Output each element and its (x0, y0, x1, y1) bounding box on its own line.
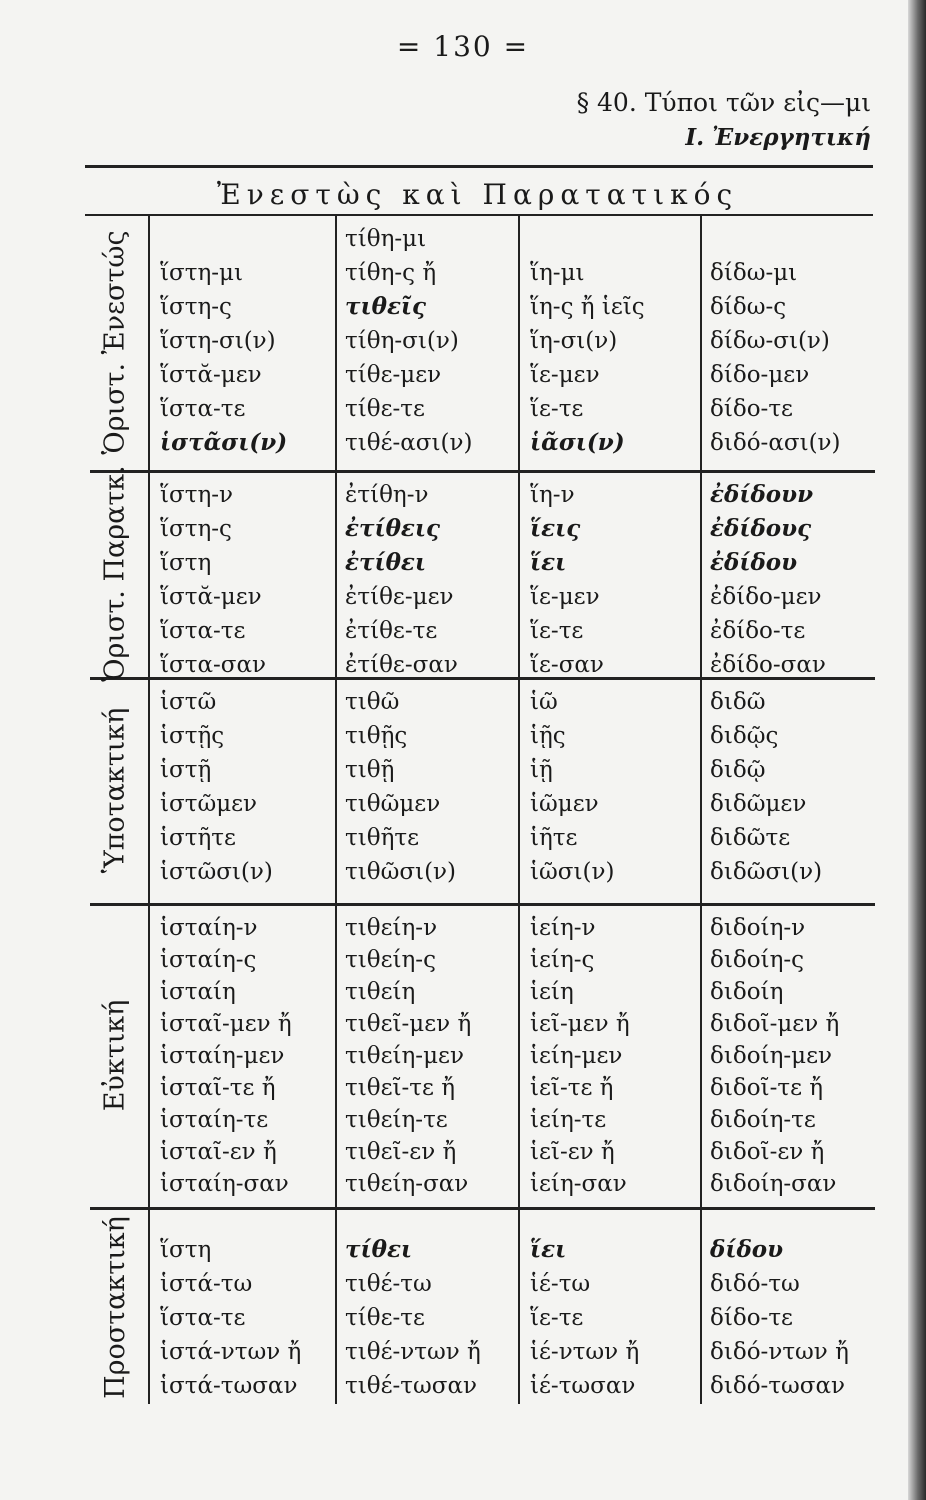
cell-b2-r5-c3: ἱῶσι(ν) (530, 859, 615, 885)
cell-b2-r5-c1: ἱστῶσι(ν) (160, 859, 273, 885)
rule-top (85, 165, 873, 168)
cell-b0-r3-c3: ἵη-σι(ν) (530, 328, 618, 354)
cell-b0-r2-c3: ἵη-ς ἤ ἱεῖς (530, 294, 645, 320)
cell-b3-r5-c4: διδοῖ-τε ἤ (710, 1075, 824, 1101)
rule-col-1 (335, 214, 337, 1404)
rule-3 (90, 903, 875, 906)
cell-b1-r1-c3: ἵεις (530, 515, 581, 542)
cell-b2-r0-c2: τιθῶ (345, 689, 400, 715)
cell-b2-r3-c3: ἱῶμεν (530, 791, 599, 817)
cell-b4-r4-c3: ἱέ-τωσαν (530, 1373, 636, 1399)
cell-b2-r2-c4: διδῷ (710, 757, 766, 783)
cell-b2-r4-c1: ἱστῆτε (160, 825, 236, 851)
cell-b0-r6-c4: διδό-ασι(ν) (710, 430, 841, 456)
label-indicative-present (90, 214, 140, 470)
cell-b0-r6-c3: ἱᾶσι(ν) (530, 429, 625, 456)
page-edge-shadow (908, 0, 926, 1500)
cell-b3-r8-c4: διδοίη-σαν (710, 1171, 837, 1197)
cell-b4-r0-c1: ἵστη (160, 1237, 212, 1263)
cell-b2-r4-c4: διδῶτε (710, 825, 791, 851)
cell-b4-r1-c3: ἱέ-τω (530, 1271, 591, 1297)
cell-b4-r4-c4: διδό-τωσαν (710, 1373, 846, 1399)
rule-4 (90, 1207, 875, 1210)
cell-b3-r4-c2: τιθείη-μεν (345, 1043, 464, 1069)
label-imperative (90, 1207, 140, 1407)
cell-b2-r0-c4: διδῶ (710, 689, 766, 715)
cell-b0-r6-c1: ἱστᾶσι(ν) (160, 429, 288, 456)
cell-b2-r0-c1: ἱστῶ (160, 689, 217, 715)
cell-b0-r5-c2: τίθε-τε (345, 396, 425, 422)
cell-b0-r4-c3: ἵε-μεν (530, 362, 600, 388)
cell-b1-r3-c4: ἐδίδο-μεν (710, 584, 822, 610)
cell-b3-r6-c2: τιθείη-τε (345, 1107, 448, 1133)
cell-b3-r6-c3: ἱείη-τε (530, 1107, 607, 1133)
cell-b1-r3-c2: ἐτίθε-μεν (345, 584, 454, 610)
cell-b0-r2-c2: τιθεῖς (345, 293, 427, 320)
rule-header-bottom (85, 214, 873, 216)
cell-b1-r5-c3: ἵε-σαν (530, 652, 604, 678)
cell-b3-r6-c4: διδοίη-τε (710, 1107, 816, 1133)
cell-b3-r4-c4: διδοίη-μεν (710, 1043, 832, 1069)
cell-b2-r1-c2: τιθῇς (345, 723, 408, 749)
cell-b2-r0-c3: ἱῶ (530, 689, 558, 715)
cell-b4-r4-c1: ἱστά-τωσαν (160, 1373, 298, 1399)
cell-b0-r5-c3: ἵε-τε (530, 396, 584, 422)
cell-b2-r2-c1: ἱστῇ (160, 757, 212, 783)
cell-b2-r3-c4: διδῶμεν (710, 791, 807, 817)
cell-b3-r7-c4: διδοῖ-εν ἤ (710, 1139, 825, 1165)
cell-b3-r5-c1: ἱσταῖ-τε ἤ (160, 1075, 276, 1101)
cell-b3-r8-c1: ἱσταίη-σαν (160, 1171, 289, 1197)
cell-b0-r2-c4: δίδω-ς (710, 294, 787, 320)
cell-b1-r3-c1: ἵστᾰ-μεν (160, 584, 262, 610)
cell-b1-r4-c4: ἐδίδο-τε (710, 618, 806, 644)
cell-b3-r0-c1: ἱσταίη-ν (160, 915, 258, 941)
cell-b3-r0-c3: ἱείη-ν (530, 915, 596, 941)
cell-b3-r3-c2: τιθεῖ-μεν ἤ (345, 1011, 472, 1037)
cell-b1-r5-c2: ἐτίθε-σαν (345, 652, 458, 678)
label-indicative-present-text: Ὁριστ. Ἐνεστώς (99, 229, 131, 455)
cell-b4-r2-c1: ἵστα-τε (160, 1305, 246, 1331)
cell-b4-r2-c2: τίθε-τε (345, 1305, 425, 1331)
cell-b2-r1-c3: ἱῇς (530, 723, 566, 749)
cell-b1-r5-c1: ἵστα-σαν (160, 652, 266, 678)
cell-b4-r2-c3: ἵε-τε (530, 1305, 584, 1331)
cell-b3-r0-c2: τιθείη-ν (345, 915, 438, 941)
cell-b1-r0-c1: ἵστη-ν (160, 482, 233, 508)
cell-b1-r2-c3: ἵει (530, 549, 567, 576)
cell-b1-r3-c3: ἵε-μεν (530, 584, 600, 610)
rule-1 (90, 470, 875, 473)
cell-b3-r3-c1: ἱσταῖ-μεν ἤ (160, 1011, 292, 1037)
cell-b2-r2-c3: ἱῇ (530, 757, 553, 783)
cell-b2-r5-c2: τιθῶσι(ν) (345, 859, 456, 885)
cell-b3-r2-c2: τιθείη (345, 979, 416, 1005)
cell-b1-r1-c4: ἐδίδους (710, 515, 812, 542)
rule-left (148, 214, 150, 1404)
cell-b2-r3-c1: ἱστῶμεν (160, 791, 258, 817)
cell-b1-r2-c4: ἐδίδου (710, 549, 798, 576)
label-indicative-imperfect-text: Ὁριστ. Παρατκ. (99, 465, 131, 682)
label-subjunctive-text: Ὑποτακτική (99, 707, 131, 873)
cell-b3-r7-c2: τιθεῖ-εν ἤ (345, 1139, 457, 1165)
cell-b3-r1-c2: τιθείη-ς (345, 947, 436, 973)
cell-b0-r3-c4: δίδω-σι(ν) (710, 328, 830, 354)
cell-b3-r3-c3: ἱεῖ-μεν ἤ (530, 1011, 630, 1037)
cell-b3-r7-c3: ἱεῖ-εν ἤ (530, 1139, 615, 1165)
cell-b0-r1-c1: ἵστη-μι (160, 260, 243, 286)
cell-b1-r4-c2: ἐτίθε-τε (345, 618, 438, 644)
cell-b2-r4-c2: τιθῆτε (345, 825, 420, 851)
cell-b3-r6-c1: ἱσταίη-τε (160, 1107, 269, 1133)
subsection-title: Ι. Ἐνεργητική (685, 124, 871, 151)
cell-b1-r0-c2: ἐτίθη-ν (345, 482, 429, 508)
cell-b0-r5-c1: ἵστα-τε (160, 396, 246, 422)
cell-b3-r2-c3: ἱείη (530, 979, 574, 1005)
cell-b3-r8-c3: ἱείη-σαν (530, 1171, 627, 1197)
cell-b0-r4-c2: τίθε-μεν (345, 362, 442, 388)
cell-b3-r4-c3: ἱείη-μεν (530, 1043, 623, 1069)
label-subjunctive (90, 677, 140, 903)
label-imperative-text: Προστακτική (99, 1215, 131, 1399)
cell-b3-r4-c1: ἱσταίη-μεν (160, 1043, 285, 1069)
cell-b0-r3-c2: τίθη-σι(ν) (345, 328, 459, 354)
cell-b0-r4-c1: ἵστᾰ-μεν (160, 362, 262, 388)
label-indicative-imperfect (90, 465, 140, 682)
cell-b1-r0-c4: ἐδίδουν (710, 481, 814, 508)
cell-b4-r3-c3: ἱέ-ντων ἤ (530, 1339, 640, 1365)
cell-b3-r7-c1: ἱσταῖ-εν ἤ (160, 1139, 277, 1165)
cell-b1-r1-c1: ἵστη-ς (160, 516, 232, 542)
cell-b3-r1-c4: διδοίη-ς (710, 947, 805, 973)
cell-b2-r1-c1: ἱστῇς (160, 723, 225, 749)
cell-b0-r2-c1: ἵστη-ς (160, 294, 232, 320)
cell-b0-r1-c3: ἵη-μι (530, 260, 585, 286)
cell-b4-r0-c3: ἵει (530, 1236, 567, 1263)
cell-b3-r1-c1: ἱσταίη-ς (160, 947, 257, 973)
cell-b4-r2-c4: δίδο-τε (710, 1305, 793, 1331)
cell-b2-r3-c2: τιθῶμεν (345, 791, 441, 817)
cell-b0-r1-c2: τίθη-ς ἤ (345, 260, 437, 286)
cell-b3-r0-c4: διδοίη-ν (710, 915, 806, 941)
cell-b4-r3-c4: διδό-ντων ἤ (710, 1339, 849, 1365)
cell-b3-r2-c4: διδοίη (710, 979, 784, 1005)
table-header: Ἐνεστὼς καὶ Παρατατικός (216, 178, 739, 211)
label-optative (90, 903, 140, 1207)
cell-b1-r4-c1: ἵστα-τε (160, 618, 246, 644)
cell-b4-r1-c1: ἱστά-τω (160, 1271, 253, 1297)
cell-b1-r1-c2: ἐτίθεις (345, 515, 441, 542)
cell-b4-r1-c2: τιθέ-τω (345, 1271, 432, 1297)
cell-b2-r5-c4: διδῶσι(ν) (710, 859, 823, 885)
cell-b3-r1-c3: ἱείη-ς (530, 947, 595, 973)
rule-col-3 (700, 214, 702, 1404)
cell-b3-r5-c3: ἱεῖ-τε ἤ (530, 1075, 614, 1101)
section-title: § 40. Τύποι τῶν εἰς—μι (576, 88, 871, 117)
cell-b2-r1-c4: διδῷς (710, 723, 779, 749)
cell-b4-r3-c2: τιθέ-ντων ἤ (345, 1339, 481, 1365)
cell-b4-r3-c1: ἱστά-ντων ἤ (160, 1339, 302, 1365)
cell-b1-r2-c2: ἐτίθει (345, 549, 427, 576)
cell-b4-r0-c4: δίδου (710, 1236, 784, 1263)
cell-b0-r6-c2: τιθέ-ασι(ν) (345, 430, 473, 456)
cell-b1-r2-c1: ἵστη (160, 550, 212, 576)
page-number: = 130 = (396, 30, 530, 63)
cell-b0-r0-c2: τίθη-μι (345, 226, 427, 252)
cell-b0-r5-c4: δίδο-τε (710, 396, 793, 422)
cell-b2-r2-c2: τιθῇ (345, 757, 395, 783)
cell-b1-r0-c3: ἵη-ν (530, 482, 575, 508)
cell-b4-r4-c2: τιθέ-τωσαν (345, 1373, 477, 1399)
cell-b1-r5-c4: ἐδίδο-σαν (710, 652, 826, 678)
label-optative-text: Εὐκτική (99, 999, 131, 1111)
cell-b4-r1-c4: διδό-τω (710, 1271, 800, 1297)
cell-b1-r4-c3: ἵε-τε (530, 618, 584, 644)
cell-b3-r3-c4: διδοῖ-μεν ἤ (710, 1011, 840, 1037)
cell-b3-r2-c1: ἱσταίη (160, 979, 236, 1005)
cell-b0-r4-c4: δίδο-μεν (710, 362, 810, 388)
cell-b2-r4-c3: ἱῆτε (530, 825, 578, 851)
cell-b3-r8-c2: τιθείη-σαν (345, 1171, 469, 1197)
cell-b3-r5-c2: τιθεῖ-τε ἤ (345, 1075, 456, 1101)
cell-b0-r3-c1: ἵστη-σι(ν) (160, 328, 276, 354)
cell-b0-r1-c4: δίδω-μι (710, 260, 798, 286)
cell-b4-r0-c2: τίθει (345, 1236, 413, 1263)
rule-col-2 (518, 214, 520, 1404)
